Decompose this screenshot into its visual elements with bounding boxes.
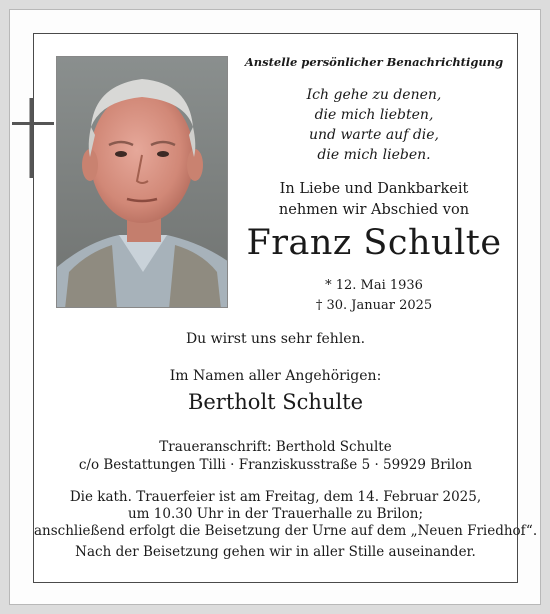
intro-text: Anstelle persönlicher Benachrichtigung — [244, 55, 504, 69]
poem-line: die mich lieben. — [317, 147, 431, 163]
birth-date: * 12. Mai 1936 — [325, 278, 423, 293]
deceased-name: Franz Schulte — [246, 223, 502, 263]
on-behalf-line: Im Namen aller Angehörigen: — [169, 368, 382, 384]
signer-name: Bertholt Schulte — [187, 390, 364, 414]
ceremony-info — [34, 489, 538, 540]
missed-line: Du wirst uns sehr fehlen. — [185, 331, 366, 347]
mourning-address — [34, 438, 517, 474]
life-dates — [244, 276, 504, 316]
ceremony-line: anschließend erfolgt die Beisetzung der Urne auf dem „Neuen Friedhof“. — [34, 523, 538, 539]
farewell-line: nehmen wir Abschied von — [278, 202, 470, 218]
portrait-photo — [56, 56, 228, 308]
closing-line: Nach der Beisetzung gehen wir in aller Stille auseinander. — [75, 544, 476, 560]
poem-line: Ich gehe zu denen, — [306, 87, 442, 103]
farewell-text — [244, 179, 504, 221]
death-date: † 30. Januar 2025 — [315, 298, 433, 313]
farewell-line: In Liebe und Dankbarkeit — [279, 181, 469, 197]
address-line: c/o Bestattungen Tilli · Franziskusstraße 5 · 59929 Brilon — [78, 457, 473, 473]
ceremony-line: Die kath. Trauerfeier ist am Freitag, dem 14. Februar 2025, — [69, 489, 482, 505]
poem-line: und warte auf die, — [309, 127, 439, 143]
poem — [244, 85, 504, 165]
address-line: Traueranschrift: Berthold Schulte — [159, 439, 392, 455]
ceremony-line: um 10.30 Uhr in der Trauerhalle zu Brilon; — [127, 506, 423, 522]
cross-icon — [12, 98, 54, 178]
poem-line: die mich liebten, — [314, 107, 434, 123]
